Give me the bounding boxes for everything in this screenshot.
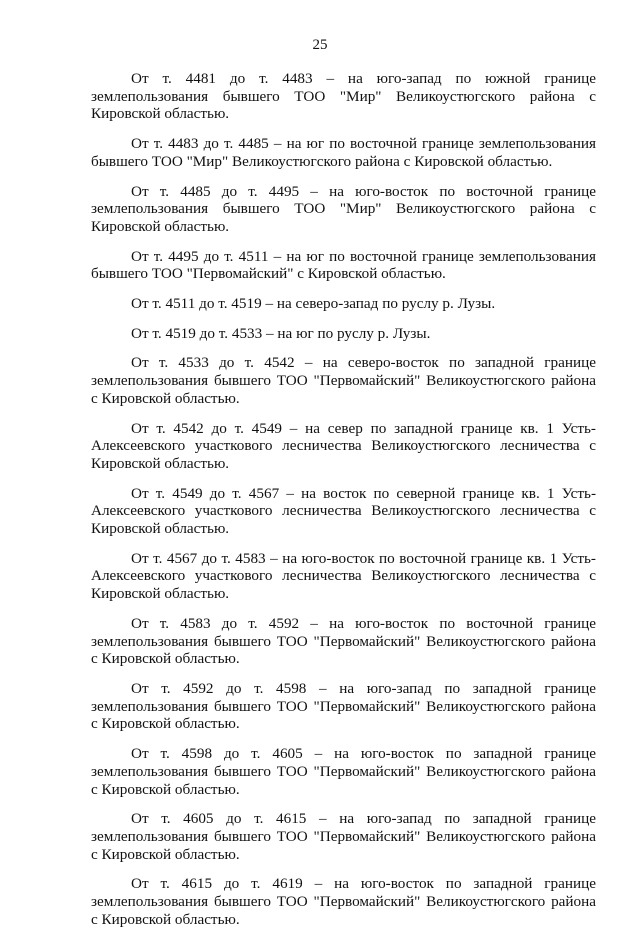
paragraph: От т. 4481 до т. 4483 – на юго-запад по южной границе землепользования бывшего ТОО "Мир" Великоустюгского района с Кировской областью. [91, 70, 596, 123]
paragraph: От т. 4542 до т. 4549 – на север по западной границе кв. 1 Усть-Алексеевского участкового лесничества Великоустюгского лесничества с Кировской областью. [91, 419, 596, 472]
paragraph: От т. 4483 до т. 4485 – на юг по восточной границе землепользования бывшего ТОО "Мир" Великоустюгского района с Кировской областью. [91, 135, 596, 170]
paragraph: От т. 4511 до т. 4519 – на северо-запад по руслу р. Лузы. [131, 295, 496, 313]
document-body [91, 70, 596, 940]
paragraph: От т. 4485 до т. 4495 – на юго-восток по восточной границе землепользования бывшего ТОО "Мир" Великоустюгского района с Кировской областью. [91, 182, 596, 235]
page-number: 25 [312, 37, 328, 53]
paragraph: От т. 4495 до т. 4511 – на юг по восточной границе землепользования бывшего ТОО "Первомайский" с Кировской областью. [91, 247, 596, 283]
paragraph: От т. 4533 до т. 4542 – на северо-восток по западной границе землепользования бывшего ТОО "Первомайский" Великоустюгского района с Кировской областью. [91, 354, 596, 407]
paragraph: От т. 4519 до т. 4533 – на юг по руслу р. Лузы. [131, 324, 431, 342]
paragraph: От т. 4605 до т. 4615 – на юго-запад по западной границе землепользования бывшего ТОО "Первомайский" Великоустюгского района с Кировской областью. [91, 810, 596, 863]
paragraph: От т. 4592 до т. 4598 – на юго-запад по западной границе землепользования бывшего ТОО "Первомайский" Великоустюгского района с Кировской областью. [91, 679, 596, 733]
paragraph: От т. 4549 до т. 4567 – на восток по северной границе кв. 1 Усть-Алексеевского участкового лесничества Великоустюгского лесничества с Кировской областью. [91, 484, 596, 538]
paragraph: От т. 4583 до т. 4592 – на юго-восток по восточной границе землепользования бывшего ТОО "Первомайский" Великоустюгского района с Кировской областью. [91, 614, 596, 668]
paragraph: От т. 4615 до т. 4619 – на юго-восток по западной границе землепользования бывшего ТОО "Первомайский" Великоустюгского района с Кировской областью. [91, 875, 596, 928]
paragraph: От т. 4567 до т. 4583 – на юго-восток по восточной границе кв. 1 Усть-Алексеевского участкового лесничества Великоустюгского лесничества с Кировской областью. [91, 549, 596, 603]
paragraph: От т. 4598 до т. 4605 – на юго-восток по западной границе землепользования бывшего ТОО "Первомайский" Великоустюгского района с Кировской областью. [91, 745, 596, 798]
